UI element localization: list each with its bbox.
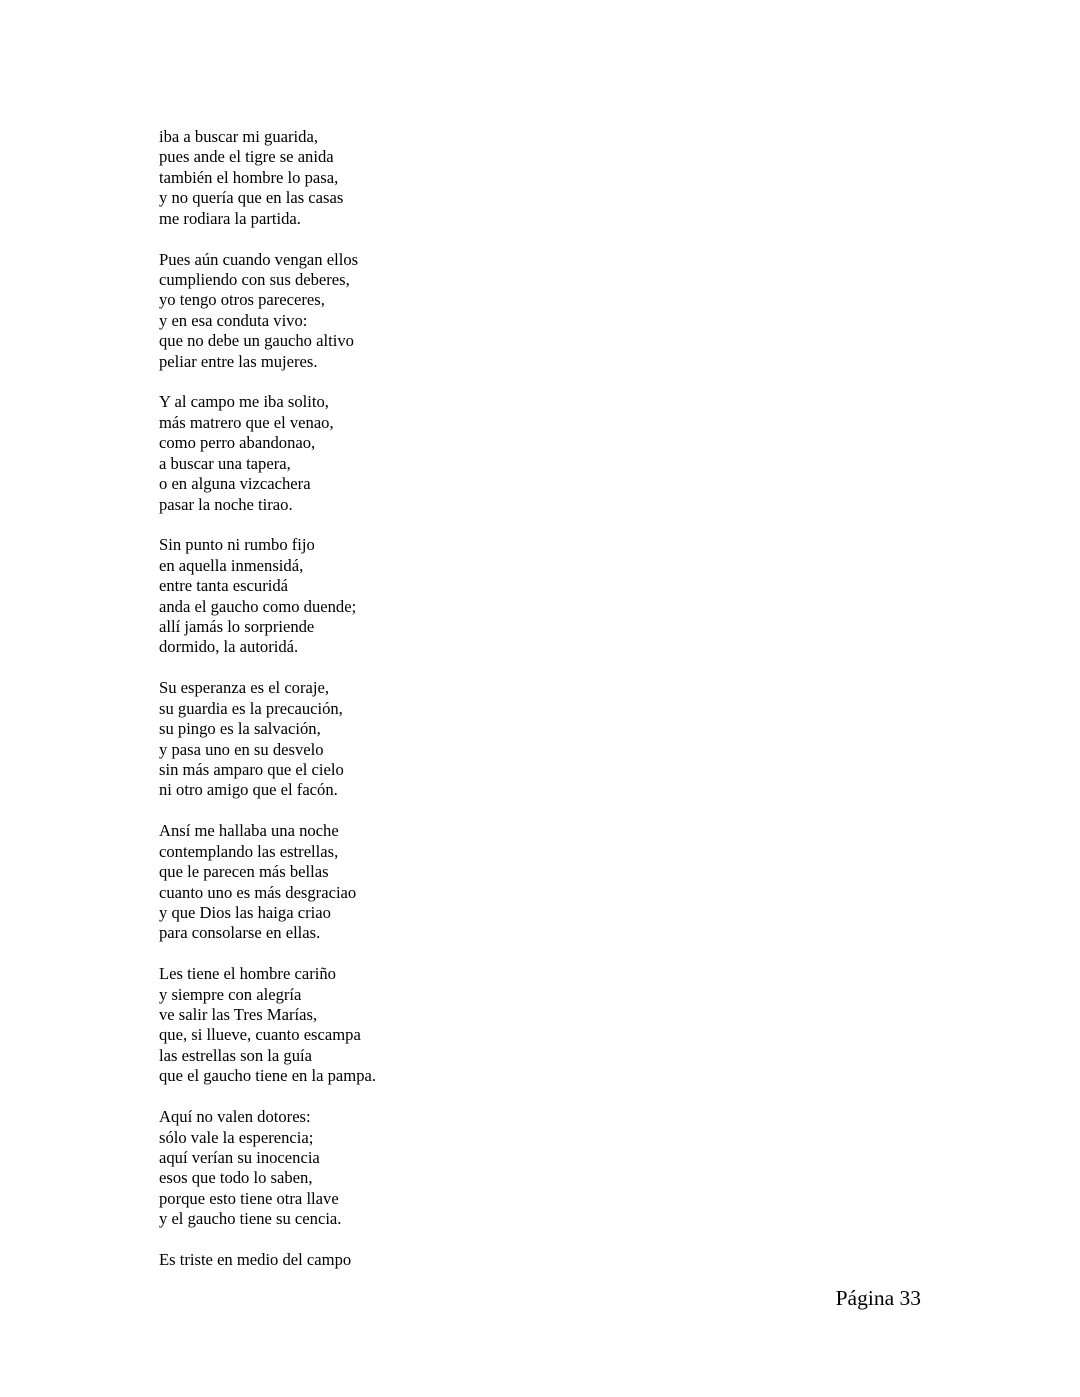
verse-line: peliar entre las mujeres. xyxy=(159,351,318,371)
verse-line: aquí verían su inocencia xyxy=(159,1147,320,1167)
verse-line: Aquí no valen dotores: xyxy=(159,1107,311,1127)
verse-line: pues ande el tigre se anida xyxy=(159,147,334,167)
stanza xyxy=(159,821,759,943)
verse-line: que le parecen más bellas xyxy=(159,862,329,882)
verse-line: contemplando las estrellas, xyxy=(159,841,339,861)
verse-line: y en esa conduta vivo: xyxy=(159,310,308,330)
verse-line: Ansí me hallaba una noche xyxy=(159,821,339,841)
verse-line: me rodiara la partida. xyxy=(159,208,301,228)
verse-line: y el gaucho tiene su cencia. xyxy=(159,1209,342,1229)
stanza xyxy=(159,127,759,229)
verse-line: Sin punto ni rumbo fijo xyxy=(159,535,315,555)
page-number: Página 33 xyxy=(835,1286,921,1310)
verse-line: cumpliendo con sus deberes, xyxy=(159,269,350,289)
verse-line: pasar la noche tirao. xyxy=(159,494,293,514)
stanza xyxy=(159,1250,759,1270)
verse-line: que no debe un gaucho altivo xyxy=(159,331,354,351)
verse-line: a buscar una tapera, xyxy=(159,453,291,473)
verse-line: y pasa uno en su desvelo xyxy=(159,739,324,759)
stanza xyxy=(159,392,759,514)
verse-line: allí jamás lo sorpriende xyxy=(159,617,315,637)
verse-line: iba a buscar mi guarida, xyxy=(159,127,318,146)
verse-line: en aquella inmensidá, xyxy=(159,555,304,575)
verse-line: más matrero que el venao, xyxy=(159,412,334,432)
verse-line: ve salir las Tres Marías, xyxy=(159,1005,318,1025)
verse-line: yo tengo otros pareceres, xyxy=(159,290,325,310)
verse-line: también el hombre lo pasa, xyxy=(159,167,339,187)
verse-line: ni otro amigo que el facón. xyxy=(159,780,338,800)
stanza xyxy=(159,964,759,1086)
verse-line: que el gaucho tiene en la pampa. xyxy=(159,1066,377,1086)
stanza xyxy=(159,535,759,657)
verse-line: las estrellas son la guía xyxy=(159,1045,312,1065)
verse-line: y que Dios las haiga criao xyxy=(159,902,331,922)
verse-line: su pingo es la salvación, xyxy=(159,719,321,739)
verse-line: Pues aún cuando vengan ellos xyxy=(159,249,359,269)
verse-line: y no quería que en las casas xyxy=(159,188,344,208)
verse-line: Y al campo me iba solito, xyxy=(159,392,329,412)
verse-line: sólo vale la esperencia; xyxy=(159,1127,314,1147)
verse-line: dormido, la autoridá. xyxy=(159,637,299,657)
verse-line: entre tanta escuridá xyxy=(159,576,288,596)
poem-text xyxy=(159,127,759,1291)
verse-line: que, si llueve, cuanto escampa xyxy=(159,1025,361,1045)
verse-line: Les tiene el hombre cariño xyxy=(159,964,336,984)
verse-line: Su esperanza es el coraje, xyxy=(159,678,329,698)
verse-line: para consolarse en ellas. xyxy=(159,923,321,943)
verse-line: y siempre con alegría xyxy=(159,984,302,1004)
verse-line: su guardia es la precaución, xyxy=(159,698,343,718)
verse-line: o en alguna vizcachera xyxy=(159,474,311,494)
verse-line: esos que todo lo saben, xyxy=(159,1168,313,1188)
stanza xyxy=(159,678,759,800)
verse-line: anda el gaucho como duende; xyxy=(159,596,357,616)
stanza xyxy=(159,250,759,372)
verse-line: Es triste en medio del campo xyxy=(159,1250,352,1270)
verse-line: como perro abandonao, xyxy=(159,433,316,453)
verse-line: sin más amparo que el cielo xyxy=(159,759,344,779)
stanza xyxy=(159,1107,759,1229)
verse-line: cuanto uno es más desgraciao xyxy=(159,882,357,902)
verse-line: porque esto tiene otra llave xyxy=(159,1188,339,1208)
